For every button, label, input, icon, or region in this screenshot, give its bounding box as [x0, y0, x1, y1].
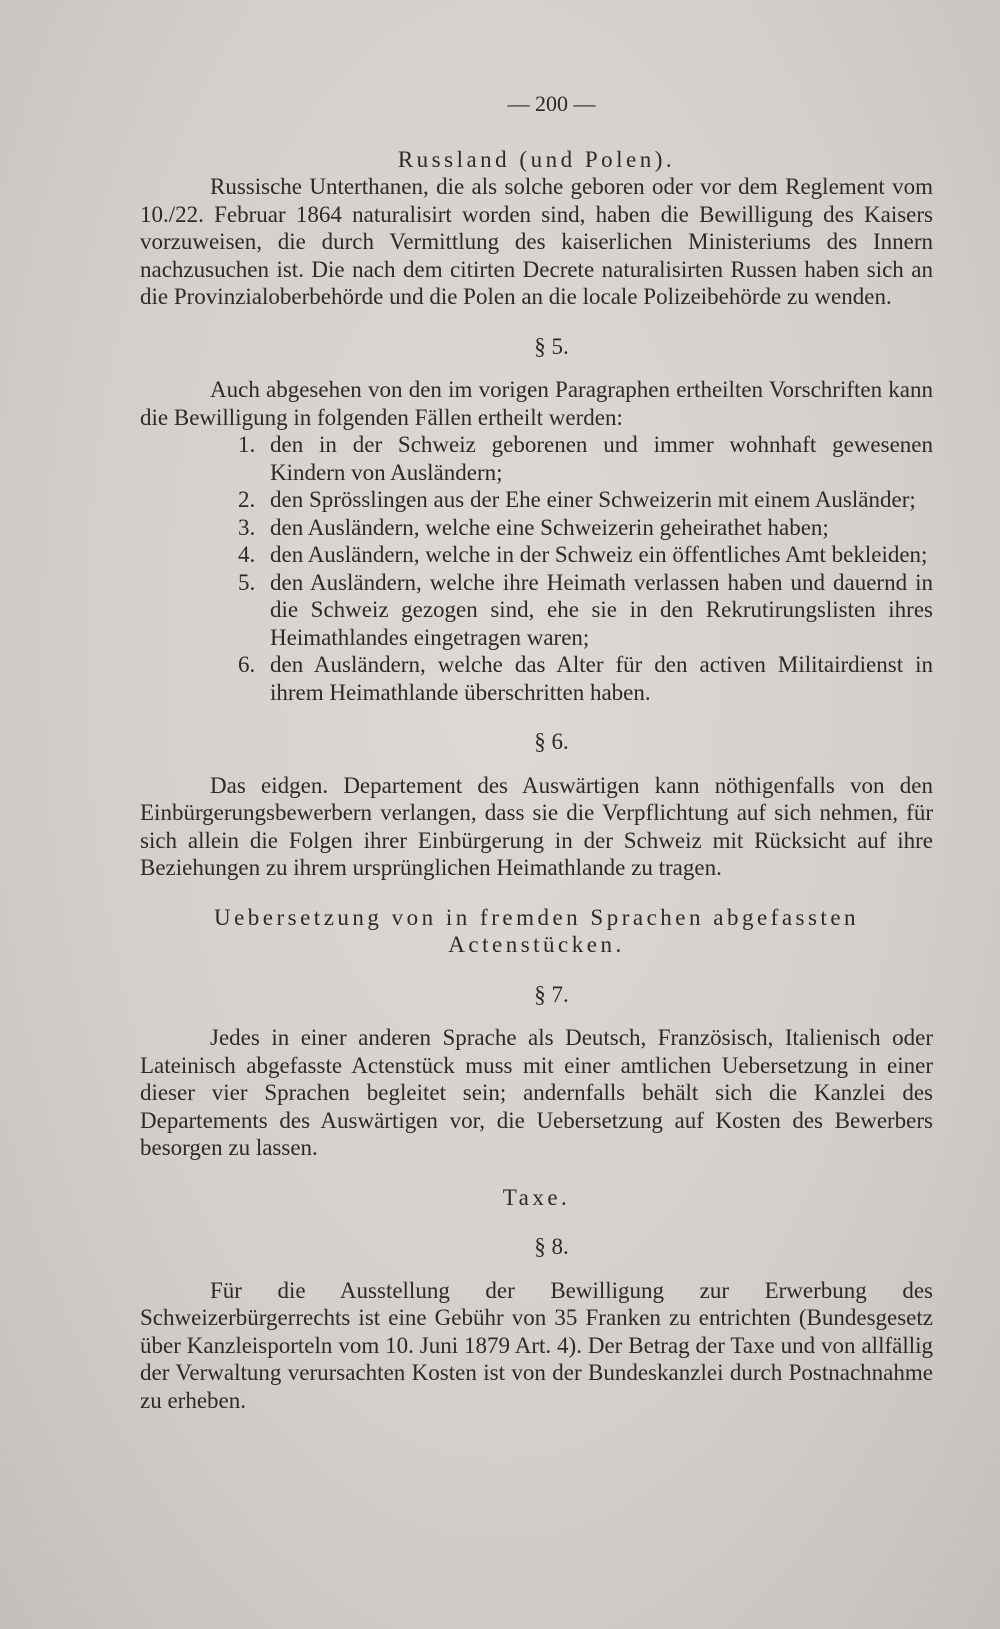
list-item-text: den in der Schweiz geborenen und immer wohnhaft gewesenen Kindern von Ausländern; — [270, 432, 933, 485]
heading-uebersetzung-line2: Actenstücken. — [448, 932, 625, 957]
heading-taxe: Taxe. — [502, 1184, 571, 1210]
list-item — [140, 431, 933, 486]
list-item-text: den Ausländern, welche das Alter für den activen Militairdienst in ihrem Heimathlande überschritten haben. — [270, 652, 933, 705]
section5-list — [140, 431, 933, 706]
list-item — [140, 486, 933, 514]
list-item-number: 2. — [238, 487, 256, 512]
section-heading-5: § 5. — [534, 333, 569, 359]
paragraph-russland: Russische Unterthanen, die als solche geboren oder vor dem Reglement vom 10./22. Februar 1864 naturalisirt worden sind, haben die Bewilligung des Kaisers vorzuweisen, die durch Vermittlung des kaiserlichen Ministeriums des Innern nachzusuchen ist. Die nach dem citirten Decrete naturalisirten Russen haben sich an die Provinzialoberbehörde und die Polen an die locale Polizeibehörde zu wenden. — [140, 174, 933, 309]
list-item-text: den Ausländern, welche ihre Heimath verlassen haben und dauernd in die Schweiz gezogen sind, ehe sie in den Rekrutirungslisten ihres Heimathlandes eingetragen waren; — [270, 569, 933, 650]
list-item-number: 6. — [238, 652, 256, 677]
paragraph-section6: Das eidgen. Departement des Auswärtigen kann nöthigenfalls von den Einbürgerungsbewerbern verlangen, dass sie die Verpflichtung auf sich nehmen, für sich allein die Folgen ihrer Einbürgerung in der Schweiz mit Rücksicht auf ihre Beziehungen zu ihrem ursprünglichen Heimathlande zu tragen. — [140, 772, 933, 880]
paragraph-section8: Für die Ausstellung der Bewilligung zur Erwerbung des Schweizerbürgerrechts ist eine Gebühr von 35 Franken zu entrichten (Bundesgesetz über Kanzleisporteln vom 10. Juni 1879 Art. 4). Der Betrag der Taxe und von allfällig der Verwaltung verursachten Kosten ist von der Bundeskanzlei durch Postnachnahme zu erheben. — [140, 1277, 933, 1413]
list-item — [140, 514, 933, 542]
heading-uebersetzung-line1: Uebersetzung von in fremden Sprachen abgefassten — [213, 904, 860, 930]
section-heading-7: § 7. — [534, 981, 569, 1007]
list-item — [140, 569, 933, 652]
list-item-number: 3. — [238, 514, 256, 540]
list-item-text: den Sprösslingen aus der Ehe einer Schweizerin mit einem Ausländer; — [270, 487, 916, 512]
list-item-text: den Ausländern, welche in der Schweiz ein öffentliches Amt bekleiden; — [270, 542, 928, 567]
section-heading-8: § 8. — [534, 1234, 569, 1259]
list-item — [140, 541, 933, 569]
paragraph-section5-intro: Auch abgesehen von den im vorigen Paragraphen ertheilten Vorschriften kann die Bewilligung in folgenden Fällen ertheilt werden: — [140, 377, 933, 430]
list-item-number: 4. — [238, 542, 256, 567]
heading-russland: Russland (und Polen). — [397, 146, 676, 172]
page-content — [140, 90, 933, 1414]
list-item-number: 1. — [238, 432, 256, 457]
list-item-number: 5. — [238, 569, 256, 595]
paragraph-section7: Jedes in einer anderen Sprache als Deutsch, Französisch, Italienisch oder Lateinisch abgefasste Actenstück muss mit einer amtlichen Uebersetzung in einer dieser vier Sprachen begleitet sein; andernfalls behält sich die Kanzlei des Departements des Auswärtigen vor, die Uebersetzung auf Kosten des Bewerbers besorgen zu lassen. — [140, 1025, 933, 1160]
page-number: — 200 — — [507, 91, 596, 116]
list-item-text: den Ausländern, welche eine Schweizerin geheirathet haben; — [270, 514, 829, 540]
list-item — [140, 651, 933, 706]
section-heading-6: § 6. — [534, 729, 569, 754]
